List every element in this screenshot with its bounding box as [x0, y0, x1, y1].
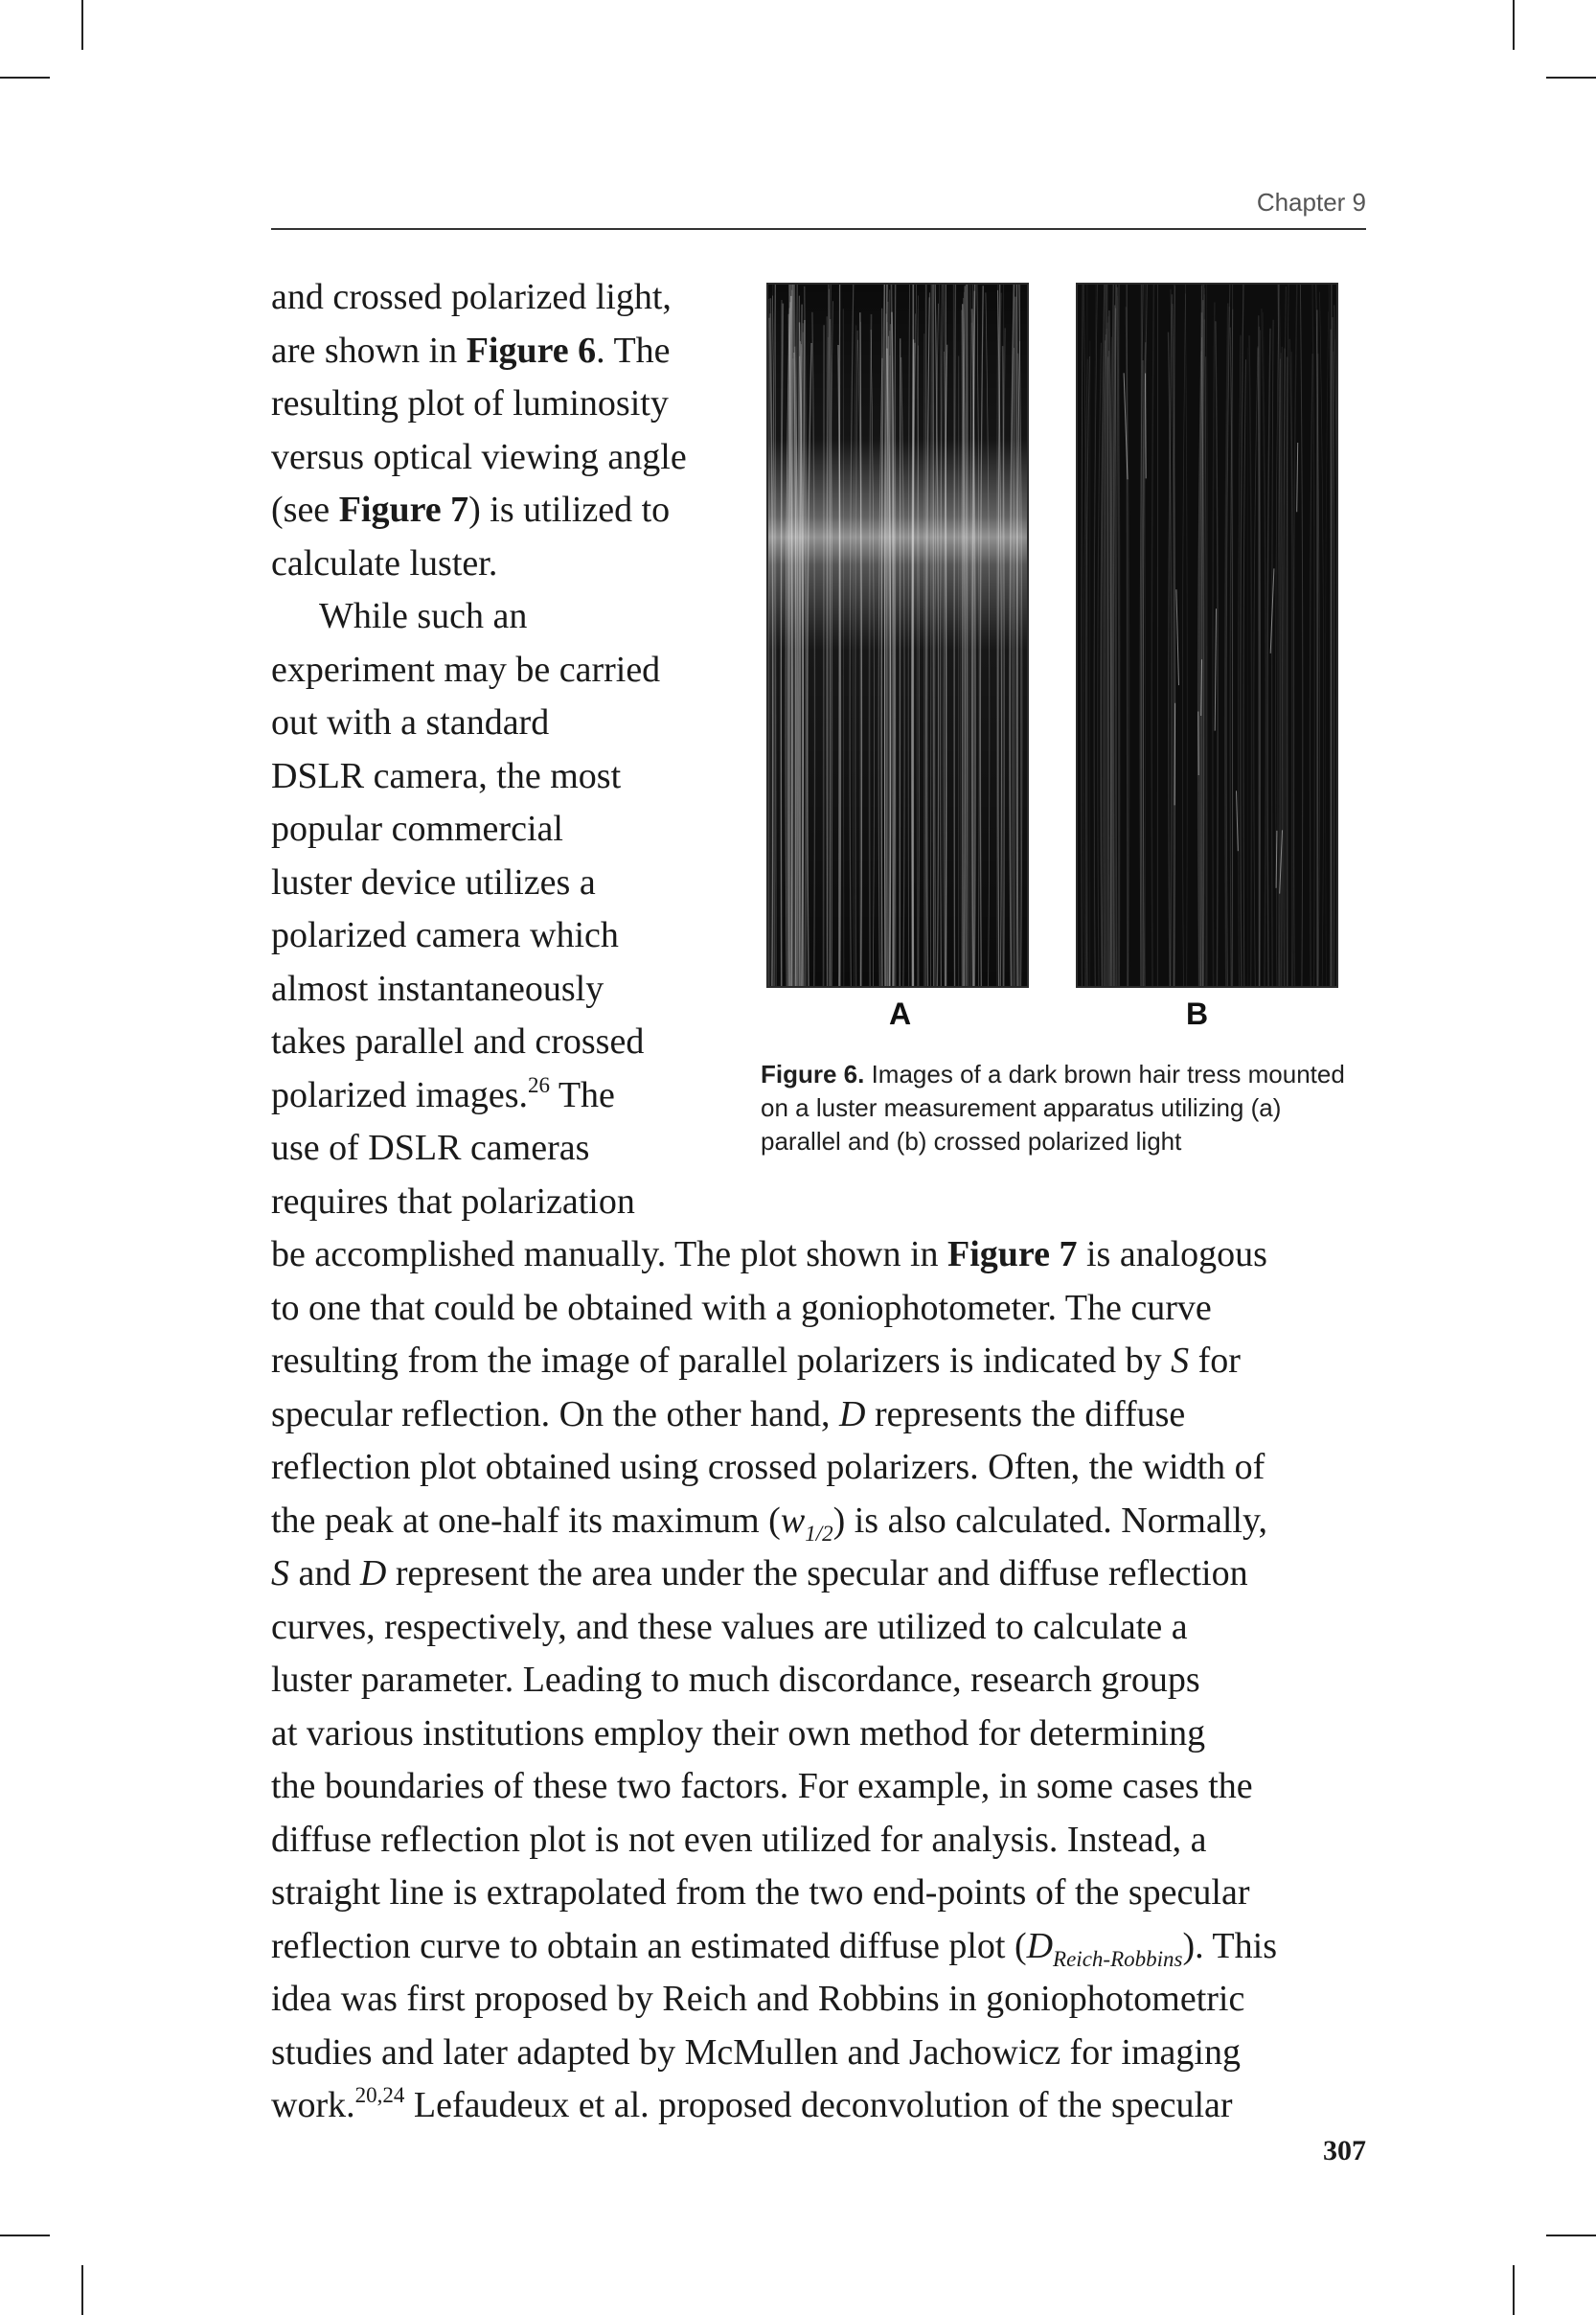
text-line: reflection curve to obtain an estimated diffuse plot $(D_{Reich-Robbins})$. This [271, 1925, 1277, 1971]
caption-line: parallel and (b) crossed polarized light [761, 1127, 1182, 1156]
crop-mark [1513, 2265, 1515, 2315]
hair-strand [1174, 703, 1175, 806]
text-line: the peak at one-half its maximum $(w_{1/2})$ is also calculated. Normally, [271, 1500, 1267, 1546]
text-line: experiment may be carried [271, 649, 661, 690]
text-line: be accomplished manually. The plot shown in Figure 7 is analogous [271, 1234, 1267, 1274]
column-text [271, 271, 721, 1228]
text-line: resulting from the image of parallel polarizers is indicated by S for [271, 1341, 1241, 1381]
hair-tress-photo-crossed [1076, 283, 1338, 988]
text-line: diffuse reflection plot is not even utilized for analysis. Instead, a [271, 1819, 1207, 1860]
text-line: polarized images.$^{26}$ The [271, 1072, 615, 1115]
body-text [271, 1228, 1366, 2133]
crop-mark [81, 2265, 83, 2315]
text-line: curves, respectively, and these values are utilized to calculate a [271, 1606, 1188, 1647]
crop-mark [1546, 77, 1596, 79]
text-line: and crossed polarized light, [271, 277, 672, 317]
crop-mark [0, 77, 50, 79]
page-number: 307 [1323, 2135, 1366, 2166]
text-line: While such an [319, 596, 528, 636]
hair-strands-image [768, 285, 1027, 986]
text-line: almost instantaneously [271, 968, 604, 1009]
crop-mark [1513, 0, 1515, 50]
text-line: idea was first proposed by Reich and Robbins in goniophotometric [271, 1979, 1245, 2019]
text-line: out with a standard [271, 702, 550, 743]
header-rule [271, 228, 1366, 230]
text-line: work.$^{20,24}$ Lefaudeux et al. proposed deconvolution of the specular [271, 2083, 1233, 2125]
hair-strand [1259, 315, 1260, 986]
text-line: at various institutions employ their own method for determining [271, 1712, 1206, 1753]
text-line: the boundaries of these two factors. For example, in some cases the [271, 1766, 1253, 1806]
citation: 26 [528, 1072, 551, 1097]
text-line: requires that polarization [271, 1180, 635, 1222]
caption-line: Figure 6. Images of a dark brown hair tress mounted [761, 1060, 1345, 1089]
panel-label-b: B [1186, 997, 1209, 1031]
text-line: calculate luster. [271, 542, 498, 584]
text-line: luster parameter. Leading to much discordance, research groups [271, 1660, 1200, 1700]
crop-mark [81, 0, 83, 50]
panel-label-a: A [889, 997, 912, 1031]
text-line: S and D represent the area under the specular and diffuse reflection [271, 1553, 1248, 1593]
crop-mark [0, 2235, 50, 2236]
text-line: versus optical viewing angle [271, 436, 687, 477]
hair-tress-photo-parallel [766, 283, 1029, 988]
text-line: takes parallel and crossed [271, 1021, 645, 1062]
figure-reference: Figure 6 [466, 330, 597, 371]
text-line: specular reflection. On the other hand, D represents the diffuse [271, 1393, 1186, 1434]
figure-reference: Figure 7 [947, 1234, 1078, 1274]
text-line: studies and later adapted by McMullen and Jachowicz for imaging [271, 2031, 1241, 2073]
hair-strands-image [1078, 285, 1336, 986]
text-line: popular commercial [271, 809, 563, 849]
text-line: are shown in Figure 6. The [271, 330, 671, 371]
text-line: straight line is extrapolated from the two end-points of the specular [271, 1872, 1250, 1913]
text-line: to one that could be obtained with a goniophotometer. The curve [271, 1287, 1212, 1328]
text-line: (see Figure 7) is utilized to [271, 490, 671, 530]
crop-mark [1546, 2235, 1596, 2236]
running-header: Chapter 9 [1256, 188, 1366, 217]
text-line: luster device utilizes a [271, 861, 596, 903]
figure-caption [761, 1058, 1374, 1158]
text-line: resulting plot of luminosity [271, 383, 669, 424]
text-line: reflection plot obtained using crossed polarizers. Often, the width of [271, 1447, 1265, 1487]
hair-strand [1146, 374, 1147, 479]
caption-label: Figure 6. [761, 1060, 865, 1089]
figure-reference: Figure 7 [338, 490, 469, 530]
text-line: polarized camera which [271, 915, 619, 955]
citation: 20,24 [354, 2083, 405, 2107]
text-line: DSLR camera, the most [271, 755, 622, 796]
caption-line: on a luster measurement apparatus utilizing (a) [761, 1093, 1282, 1122]
text-line: use of DSLR cameras [271, 1128, 590, 1168]
